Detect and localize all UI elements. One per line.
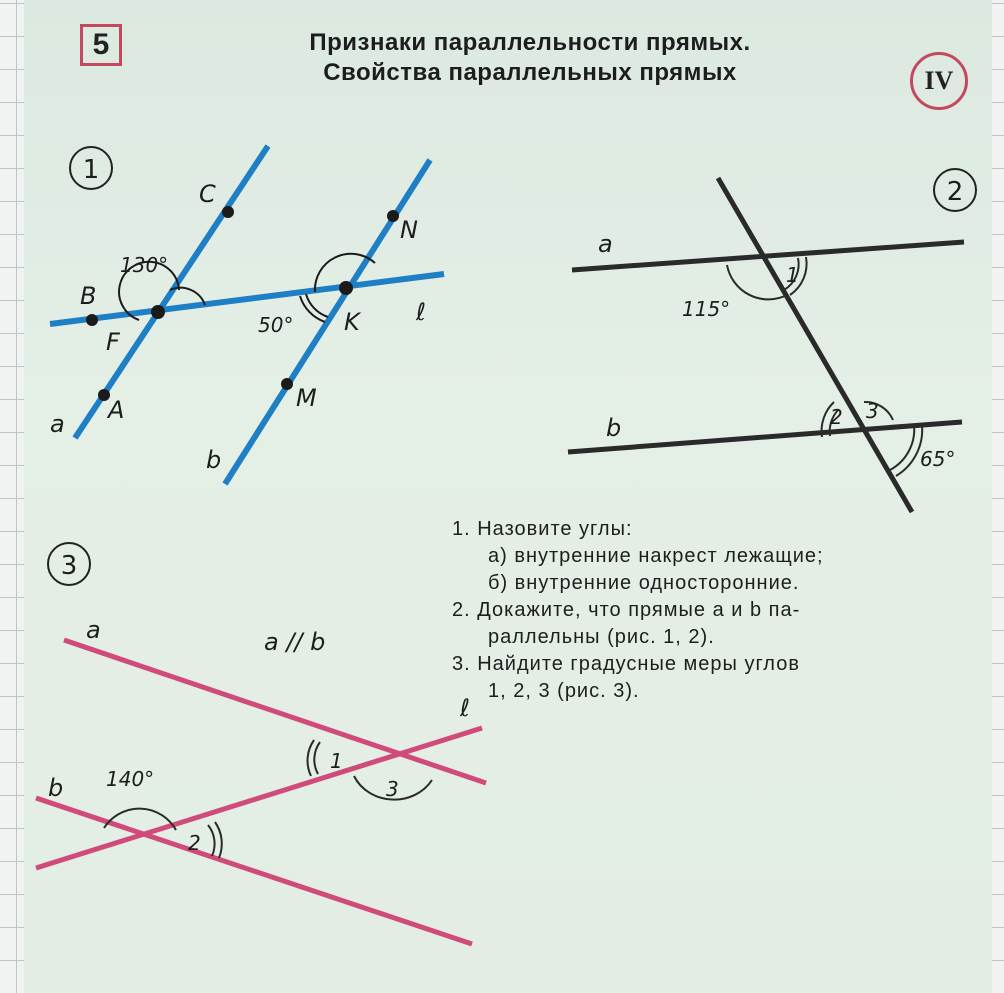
fig1-angle-50-arc2 xyxy=(306,294,328,317)
fig1-point-K xyxy=(339,281,353,295)
fig1-point-N xyxy=(387,210,399,222)
fig2-angle-115: 115° xyxy=(682,297,731,321)
fig1-angle-50: 50° xyxy=(258,313,294,337)
fig1-label-l: ℓ xyxy=(416,298,426,326)
fig3-angle-1-arc1 xyxy=(314,742,320,774)
task-3-line-1: 3. Найдите градусные меры углов xyxy=(452,653,800,675)
figure-3 xyxy=(36,543,486,944)
fig1-angle-130: 130° xyxy=(120,253,169,277)
fig3-angle-2: 2 xyxy=(188,831,201,855)
fig1-label-B: B xyxy=(80,282,97,310)
fig2-angle-65: 65° xyxy=(920,447,956,471)
fig3-label-a: a xyxy=(86,616,101,644)
task-3-line-2: 1, 2, 3 (рис. 3). xyxy=(488,680,640,702)
task-2-line-2: раллельны (рис. 1, 2). xyxy=(488,626,715,648)
title-line-2: Свойства параллельных прямых xyxy=(323,59,737,86)
fig2-label-b: b xyxy=(606,414,622,442)
fig1-label-F: F xyxy=(106,328,120,356)
fig1-label-N: N xyxy=(400,216,418,244)
fig3-line-a xyxy=(64,640,486,783)
fig3-line-b xyxy=(36,798,472,944)
fig2-angle-2: 2 xyxy=(830,405,843,429)
fig3-angle-1-arc2 xyxy=(308,740,314,776)
fig1-label-b: b xyxy=(206,446,222,474)
fig1-line-l xyxy=(50,274,444,324)
fig1-label-a: a xyxy=(50,410,65,438)
fig3-parallel-note: a // b xyxy=(264,628,326,656)
fig1-label-C: C xyxy=(199,180,216,208)
title-line-1: Признаки параллельности прямых. xyxy=(309,29,751,56)
figure-2 xyxy=(568,169,976,512)
task-1: 1. Назовите углы: xyxy=(452,518,633,540)
fig2-transversal xyxy=(718,178,912,512)
fig1-point-M xyxy=(281,378,293,390)
fig1-label-K: K xyxy=(344,308,360,336)
fig3-label-l: ℓ xyxy=(460,694,470,722)
fig2-angle-1: 1 xyxy=(786,263,799,287)
fig1-point-C xyxy=(222,206,234,218)
task-1a: а) внутренние накрест лежащие; xyxy=(488,545,824,567)
fig2-label-a: a xyxy=(598,230,613,258)
fig3-angle-2-arc1 xyxy=(208,825,215,856)
card-number: 5 xyxy=(80,24,122,66)
fig1-angle-50-arc1 xyxy=(300,296,325,322)
fig1-point-B xyxy=(86,314,98,326)
fig3-line-l xyxy=(36,728,482,868)
task-2-line-1: 2. Докажите, что прямые а и b па- xyxy=(452,599,801,621)
fig3-angle-1: 1 xyxy=(330,749,343,773)
level-badge: IV xyxy=(910,52,968,110)
fig3-angle-2-arc2 xyxy=(215,822,222,858)
fig3-angle-3: 3 xyxy=(386,777,399,801)
fig2-number: 2 xyxy=(946,177,964,207)
fig3-number: 3 xyxy=(60,551,78,581)
fig3-angle-140: 140° xyxy=(106,767,155,791)
fig1-number: 1 xyxy=(82,155,100,185)
fig1-label-M: M xyxy=(296,384,317,412)
fig3-label-b: b xyxy=(48,774,64,802)
fig1-point-F xyxy=(151,305,165,319)
task-1b: б) внутренние односторонние. xyxy=(488,572,800,594)
fig1-label-A: A xyxy=(108,396,125,424)
fig1-line-b xyxy=(225,160,430,484)
fig2-angle-3: 3 xyxy=(866,399,879,423)
tasks-list xyxy=(452,516,922,705)
figure-1 xyxy=(50,146,444,484)
fig2-line-b xyxy=(568,422,962,452)
